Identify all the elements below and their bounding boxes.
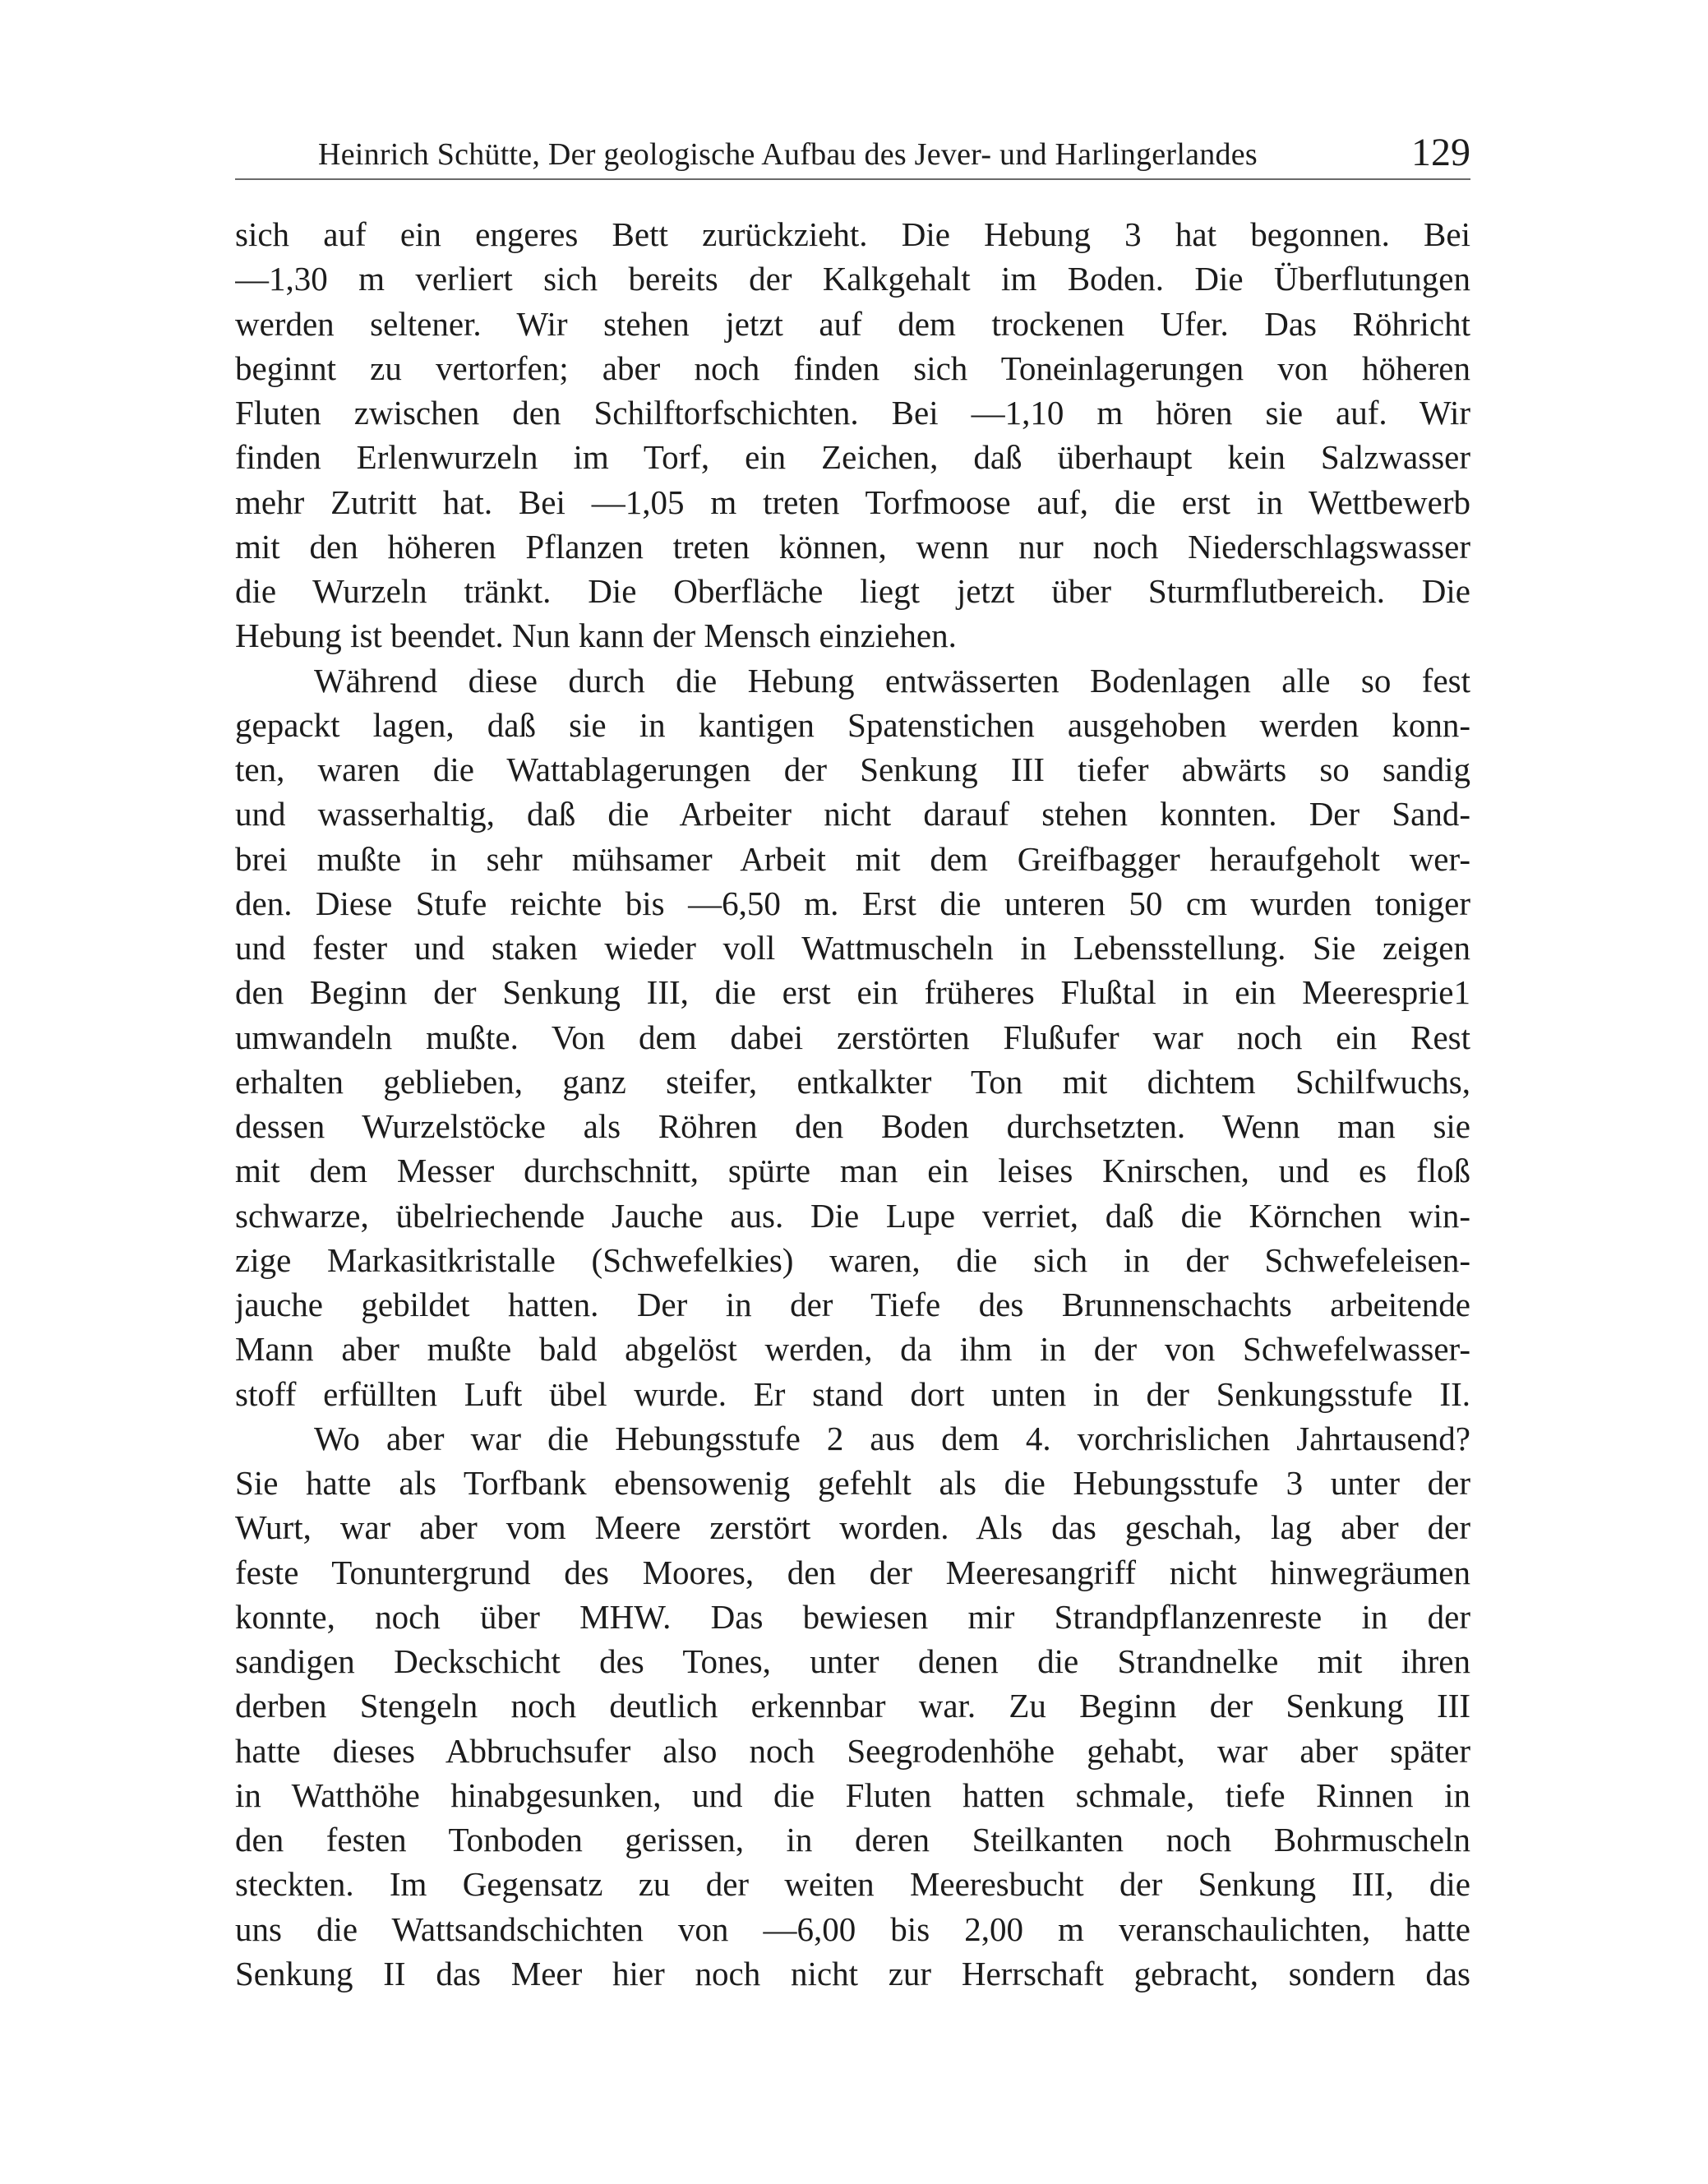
text-line: brei mußte in sehr mühsamer Arbeit mit dem Greifbagger heraufgeholt wer-: [235, 839, 1470, 878]
text-line: uns die Wattsandschichten von —6,00 bis 2,00 m veranschaulichten, hatte: [235, 1909, 1470, 1948]
paragraph-end-line: stoff erfüllten Luft übel wurde. Er stand dort unten in der Senkungsstufe II.: [235, 1374, 1470, 1413]
text-line: mit dem Messer durchschnitt, spürte man ein leises Knirschen, und es floß: [235, 1152, 1470, 1190]
text-line: gepackt lagen, daß sie in kantigen Spatenstichen ausgehoben werden konn-: [235, 705, 1470, 744]
header-rule: [235, 178, 1470, 180]
text-line: zige Markasitkristalle (Schwefelkies) waren, die sich in der Schwefeleisen-: [235, 1240, 1470, 1279]
text-line: Mann aber mußte bald abgelöst werden, da ihm in der von Schwefelwasser-: [235, 1330, 1470, 1369]
text-line: erhalten geblieben, ganz steifer, entkalkter Ton mit dichtem Schilfwuchs,: [235, 1062, 1470, 1101]
text-line: und wasserhaltig, daß die Arbeiter nicht darauf stehen konnten. Der Sand-: [235, 795, 1470, 833]
body-text: [235, 212, 1470, 1996]
text-line: konnte, noch über MHW. Das bewiesen mir Strandpflanzenreste in der: [235, 1597, 1470, 1636]
text-line: in Watthöhe hinabgesunken, und die Fluten hatten schmale, tiefe Rinnen in: [235, 1775, 1470, 1814]
paragraph-end-line: Hebung ist beendet. Nun kann der Mensch einziehen.: [235, 616, 957, 655]
text-line: derben Stengeln noch deutlich erkennbar war. Zu Beginn der Senkung III: [235, 1687, 1470, 1725]
text-line: steckten. Im Gegensatz zu der weiten Meeresbucht der Senkung III, die: [235, 1865, 1470, 1904]
text-line: werden seltener. Wir stehen jetzt auf dem trockenen Ufer. Das Röhricht: [235, 304, 1470, 343]
text-line: dessen Wurzelstöcke als Röhren den Boden durchsetzten. Wenn man sie: [235, 1107, 1470, 1145]
text-line: feste Tonuntergrund des Moores, den der Meeresangriff nicht hinwegräumen: [235, 1553, 1470, 1591]
text-line: beginnt zu vertorfen; aber noch finden sich Toneinlagerungen von höheren: [235, 349, 1470, 387]
running-header: [318, 132, 1470, 178]
text-line: mit den höheren Pflanzen treten können, wenn nur noch Niederschlagswasser: [235, 527, 1470, 566]
text-line: umwandeln mußte. Von dem dabei zerstörten Flußufer war noch ein Rest: [235, 1018, 1470, 1056]
text-line: Senkung II das Meer hier noch nicht zur Herrschaft gebracht, sondern das: [235, 1954, 1470, 1992]
paragraph-start-line: Während diese durch die Hebung entwässerten Bodenlagen alle so fest: [314, 661, 1470, 700]
text-line: Fluten zwischen den Schilftorfschichten. Bei —1,10 m hören sie auf. Wir: [235, 394, 1470, 432]
text-line: Wurt, war aber vom Meere zerstört worden. Als das geschah, lag aber der: [235, 1508, 1470, 1547]
text-line: —1,30 m verliert sich bereits der Kalkgehalt im Boden. Die Überflutungen: [235, 260, 1470, 298]
text-line: finden Erlenwurzeln im Torf, ein Zeichen, daß überhaupt kein Salzwasser: [235, 438, 1470, 477]
text-line: sandigen Deckschicht des Tones, unter denen die Strandnelke mit ihren: [235, 1642, 1470, 1680]
running-title: Heinrich Schütte, Der geologische Aufbau des Jever- und Harlingerlandes: [318, 137, 1258, 172]
text-line: jauche gebildet hatten. Der in der Tiefe des Brunnenschachts arbeitende: [235, 1286, 1470, 1323]
text-line: den Beginn der Senkung III, die erst ein früheres Flußtal in ein Meeresprie1: [235, 973, 1470, 1012]
text-line: und fester und staken wieder voll Wattmuscheln in Lebensstellung. Sie zeigen: [235, 929, 1470, 967]
text-line: die Wurzeln tränkt. Die Oberfläche liegt jetzt über Sturmflutbereich. Die: [235, 572, 1470, 610]
text-line: den festen Tonboden gerissen, in deren Steilkanten noch Bohrmuscheln: [235, 1821, 1470, 1858]
text-line: den. Diese Stufe reichte bis —6,50 m. Erst die unteren 50 cm wurden toniger: [235, 884, 1470, 922]
text-line: ten, waren die Wattablagerungen der Senkung III tiefer abwärts so sandig: [235, 750, 1470, 788]
text-line: sich auf ein engeres Bett zurückzieht. Die Hebung 3 hat begonnen. Bei: [235, 215, 1470, 253]
text-line: Sie hatte als Torfbank ebensowenig gefehlt als die Hebungsstufe 3 unter der: [235, 1464, 1470, 1502]
text-line: mehr Zutritt hat. Bei —1,05 m treten Torfmoose auf, die erst in Wettbewerb: [235, 483, 1470, 521]
page-number: 129: [1411, 131, 1470, 174]
text-line: schwarze, übelriechende Jauche aus. Die Lupe verriet, daß die Körnchen win-: [235, 1196, 1470, 1235]
text-line: hatte dieses Abbruchsufer also noch Seegrodenhöhe gehabt, war aber später: [235, 1731, 1470, 1770]
paragraph-start-line: Wo aber war die Hebungsstufe 2 aus dem 4. vorchrislichen Jahrtausend?: [314, 1419, 1470, 1457]
